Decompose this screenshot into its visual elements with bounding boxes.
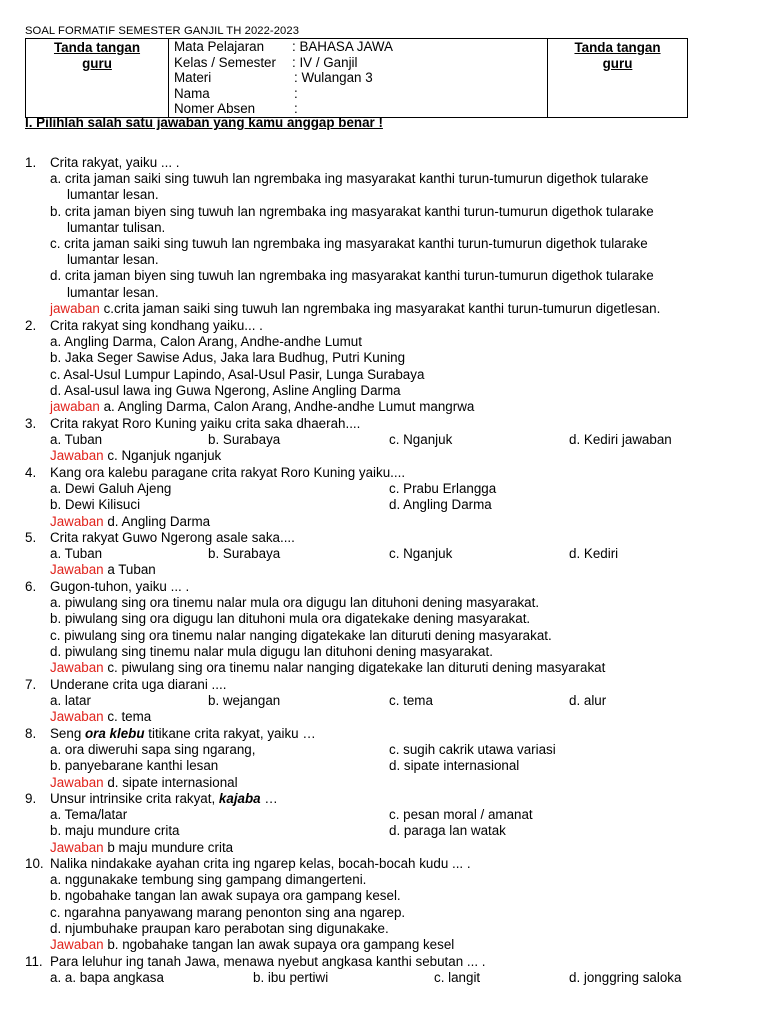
info-class: Kelas / Semester : IV / Ganjil xyxy=(174,54,358,70)
text-line: b. crita jaman biyen sing tuwuh lan ngrembaka ing masyarakat kanthi turun-tumurun digethok tularake xyxy=(50,203,654,219)
text-line: d. Asal-usul lawa ing Guwa Ngerong, Asline Angling Darma xyxy=(50,382,401,398)
text-line: a. Tema/latar c. pesan moral / amanat xyxy=(50,807,533,823)
text-line: lumantar tulisan. xyxy=(67,219,166,235)
text-line: b. piwulang sing ora digugu lan dituhoni mula ora digatekake dening masyarakat. xyxy=(50,611,531,627)
info-absen: Nomer Absen : xyxy=(174,101,298,117)
text-line: b. maju mundure crita d. paraga lan watak xyxy=(50,823,506,839)
question-3 xyxy=(25,416,745,465)
text-line: a. a. bapa angkasa b. ibu pertiwi c. langit d. jonggring saloka xyxy=(50,970,682,986)
answer-2: jawaban a. Angling Darma, Calon Arang, Andhe-andhe Lumut mangrwa xyxy=(50,398,475,414)
text-line: 4. Kang ora kalebu paragane crita rakyat Roro Kuning yaiku.... xyxy=(25,465,406,480)
answer-3: Jawaban c. Nganjuk nganjuk xyxy=(50,448,222,464)
text-line: d. crita jaman biyen sing tuwuh lan ngrembaka ing masyarakat kanthi turun-tumurun digethok tularake xyxy=(50,268,654,284)
text-line: b. ngobahake tangan lan awak supaya ora gampang kesel. xyxy=(50,888,401,904)
text-line: lumantar lesan. xyxy=(67,187,159,203)
text-line: a. Tuban b. Surabaya c. Nganjuk d. Kediri xyxy=(50,546,619,562)
text-line: a. Dewi Galuh Ajeng c. Prabu Erlangga xyxy=(50,481,497,497)
question-6 xyxy=(25,579,745,676)
text-line: b. Dewi Kilisuci d. Angling Darma xyxy=(50,497,492,513)
question-2 xyxy=(25,318,745,415)
text-line: 9. Unsur intrinsike crita rakyat, kajaba … xyxy=(25,791,278,806)
answer-8: Jawaban d. sipate internasional xyxy=(50,774,238,790)
answer-7: Jawaban c. tema xyxy=(50,709,152,725)
text-line: b. panyebarane kanthi lesan d. sipate internasional xyxy=(50,758,520,774)
text-line: d. piwulang sing tinemu nalar mula digugu lan dituhoni dening masyarakat. xyxy=(50,643,493,659)
text-line: b. Jaka Seger Sawise Adus, Jaka lara Budhug, Putri Kuning xyxy=(50,350,406,366)
text-line: lumantar lesan. xyxy=(67,284,159,300)
answer-10: Jawaban b. ngobahake tangan lan awak supaya ora gampang kesel xyxy=(50,936,455,952)
header-table xyxy=(25,38,688,118)
question-10 xyxy=(25,856,745,953)
answer-5: Jawaban a Tuban xyxy=(50,562,156,578)
answer-9: Jawaban b maju mundure crita xyxy=(50,839,234,855)
text-line: 11. Para leluhur ing tanah Jawa, menawa nyebut angkasa kanthi sebutan ... . xyxy=(25,954,486,969)
teacher-signature-right: Tanda tangan guru xyxy=(548,39,688,118)
text-line: d. njumbuhake praupan karo perabotan sing digunakake. xyxy=(50,920,389,936)
text-line: a. ora diweruhi sapa sing ngarang, c. sugih cakrik utawa variasi xyxy=(50,742,556,758)
info-material: Materi : Wulangan 3 xyxy=(174,70,373,86)
text-line: 3. Crita rakyat Roro Kuning yaiku crita saka dhaerah.... xyxy=(25,416,361,431)
text-line: a. latar b. wejangan c. tema d. alur xyxy=(50,693,607,709)
text-line: 5. Crita rakyat Guwo Ngerong asale saka.... xyxy=(25,530,295,545)
question-8 xyxy=(25,726,745,791)
text-line: c. Asal-Usul Lumpur Lapindo, Asal-Usul Pasir, Lunga Surabaya xyxy=(50,366,425,382)
text-line: a. Angling Darma, Calon Arang, Andhe-andhe Lumut xyxy=(50,334,362,350)
question-7 xyxy=(25,677,745,726)
info-subject: Mata Pelajaran : BAHASA JAWA xyxy=(174,39,393,54)
text-line: c. ngarahna panyawang marang penonton sing ana ngarep. xyxy=(50,904,406,920)
text-line: 1. Crita rakyat, yaiku ... . xyxy=(25,155,180,170)
text-line: c. piwulang sing ora tinemu nalar nanging digatekake lan dituruti dening masyarakat. xyxy=(50,627,552,643)
answer-6: Jawaban c. piwulang sing ora tinemu nalar nanging digatekake lan dituruti dening masyarakat xyxy=(50,659,606,675)
answer-4: Jawaban d. Angling Darma xyxy=(50,513,211,529)
question-4 xyxy=(25,465,745,530)
text-line: 8. Seng ora klebu titikane crita rakyat, yaiku … xyxy=(25,726,316,741)
section-heading: I. Pilihlah salah satu jawaban yang kamu anggap benar ! xyxy=(25,115,383,130)
text-line: 7. Underane crita uga diarani .... xyxy=(25,677,227,692)
question-11 xyxy=(25,954,745,986)
text-line: a. piwulang sing ora tinemu nalar mula ora digugu lan dituhoni dening masyarakat. xyxy=(50,595,540,611)
text-line: a. crita jaman saiki sing tuwuh lan ngrembaka ing masyarakat kanthi turun-tumurun digethok tularake xyxy=(50,171,649,187)
text-line: c. crita jaman saiki sing tuwuh lan ngrembaka ing masyarakat kanthi turun-tumurun digethok tularake xyxy=(50,235,648,251)
question-9 xyxy=(25,791,745,856)
answer-1: jawaban c.crita jaman saiki sing tuwuh lan ngrembaka ing masyarakat kanthi turun-tumurun digetlesan. xyxy=(50,300,661,316)
student-info xyxy=(169,39,548,118)
question-5 xyxy=(25,530,745,579)
text-line: 2. Crita rakyat sing kondhang yaiku... . xyxy=(25,318,263,333)
text-line: 6. Gugon-tuhon, yaiku ... . xyxy=(25,579,190,594)
text-line: a. Tuban b. Surabaya c. Nganjuk d. Kediri jawaban xyxy=(50,432,672,448)
document-title: SOAL FORMATIF SEMESTER GANJIL TH 2022-2023 xyxy=(25,25,300,37)
info-name: Nama : xyxy=(174,85,298,101)
text-line: a. nggunakake tembung sing gampang dimangerteni. xyxy=(50,872,367,888)
text-line: 10. Nalika nindakake ayahan crita ing ngarep kelas, bocah-bocah kudu ... . xyxy=(25,856,471,871)
question-1 xyxy=(25,155,745,317)
teacher-signature-left: Tanda tangan guru xyxy=(26,39,169,118)
text-line: lumantar lesan. xyxy=(67,252,159,268)
